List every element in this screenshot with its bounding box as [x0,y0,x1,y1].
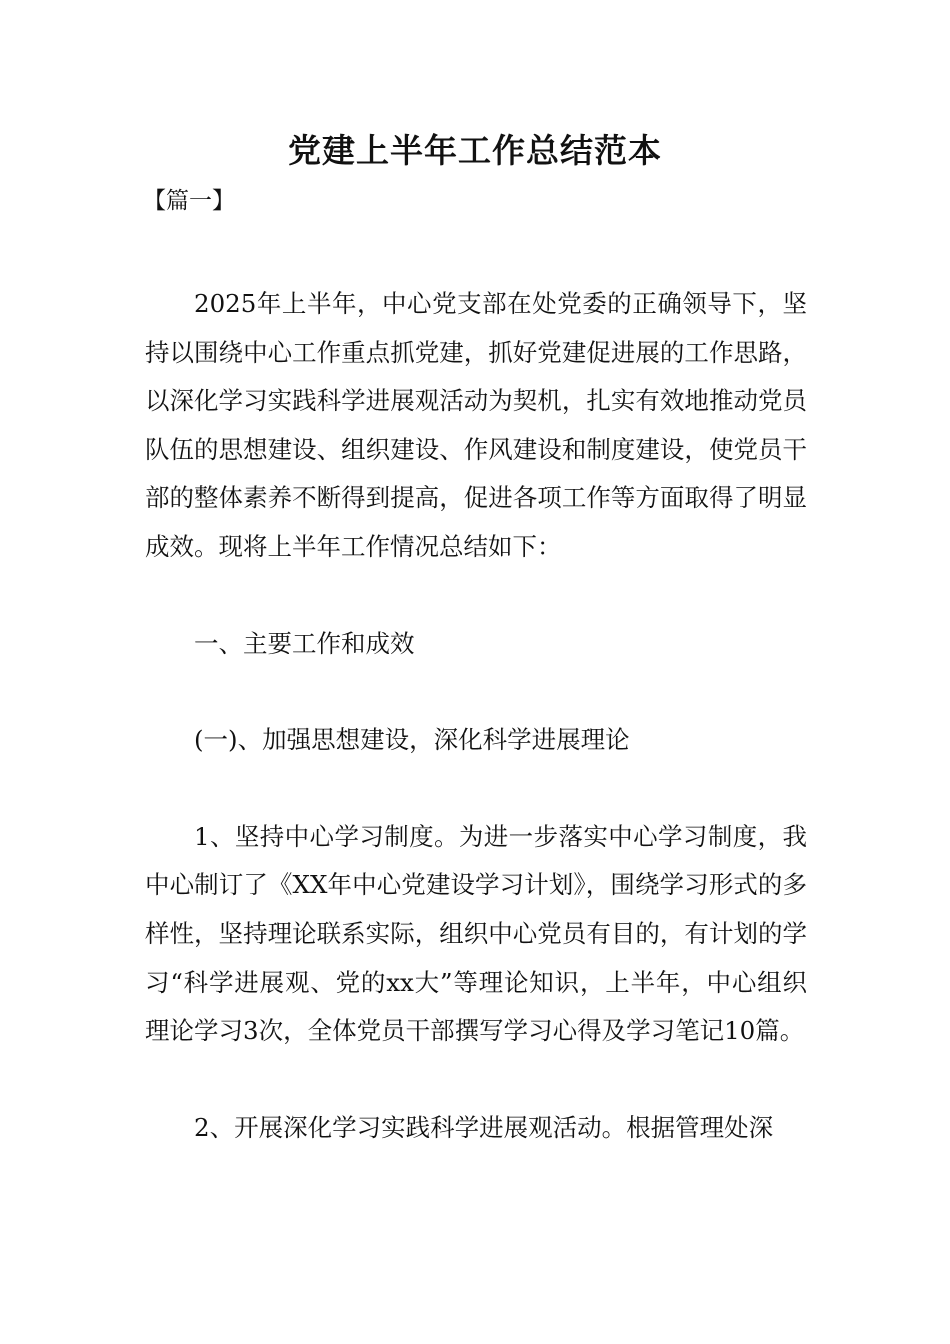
paragraph-practice-activity: 2、开展深化学习实践科学进展观活动。根据管理处深 [194,1112,774,1142]
document-body [145,280,807,1152]
paragraph-study-system: 1、坚持中心学习制度。为进一步落实中心学习制度，我中心制订了《XX年中心党建设学习计划》，围绕学习形式的多样性，坚持理论联系实际，组织中心党员有目的，有计划的学习“科学进展观、党的xx大”等理论知识，上半年，中心组织理论学习3次，全体党员干部撰写学习心得及学习笔记10篇。 [145,821,807,1046]
heading-main-work: 一、主要工作和成效 [194,628,415,658]
section-label: 【篇一】 [143,188,235,214]
subheading-ideology: (一)、加强思想建设，深化科学进展理论 [194,725,630,755]
document-title: 党建上半年工作总结范本 [288,131,662,170]
paragraph-intro: 2025年上半年，中心党支部在处党委的正确领导下，坚持以围绕中心工作重点抓党建，抓好党建促进展的工作思路，以深化学习实践科学进展观活动为契机，扎实有效地推动党员队伍的思想建设、组织建设、作风建设和制度建设，使党员干部的整体素养不断得到提高，促进各项工作等方面取得了明显成效。现将上半年工作情况总结如下： [145,289,807,561]
